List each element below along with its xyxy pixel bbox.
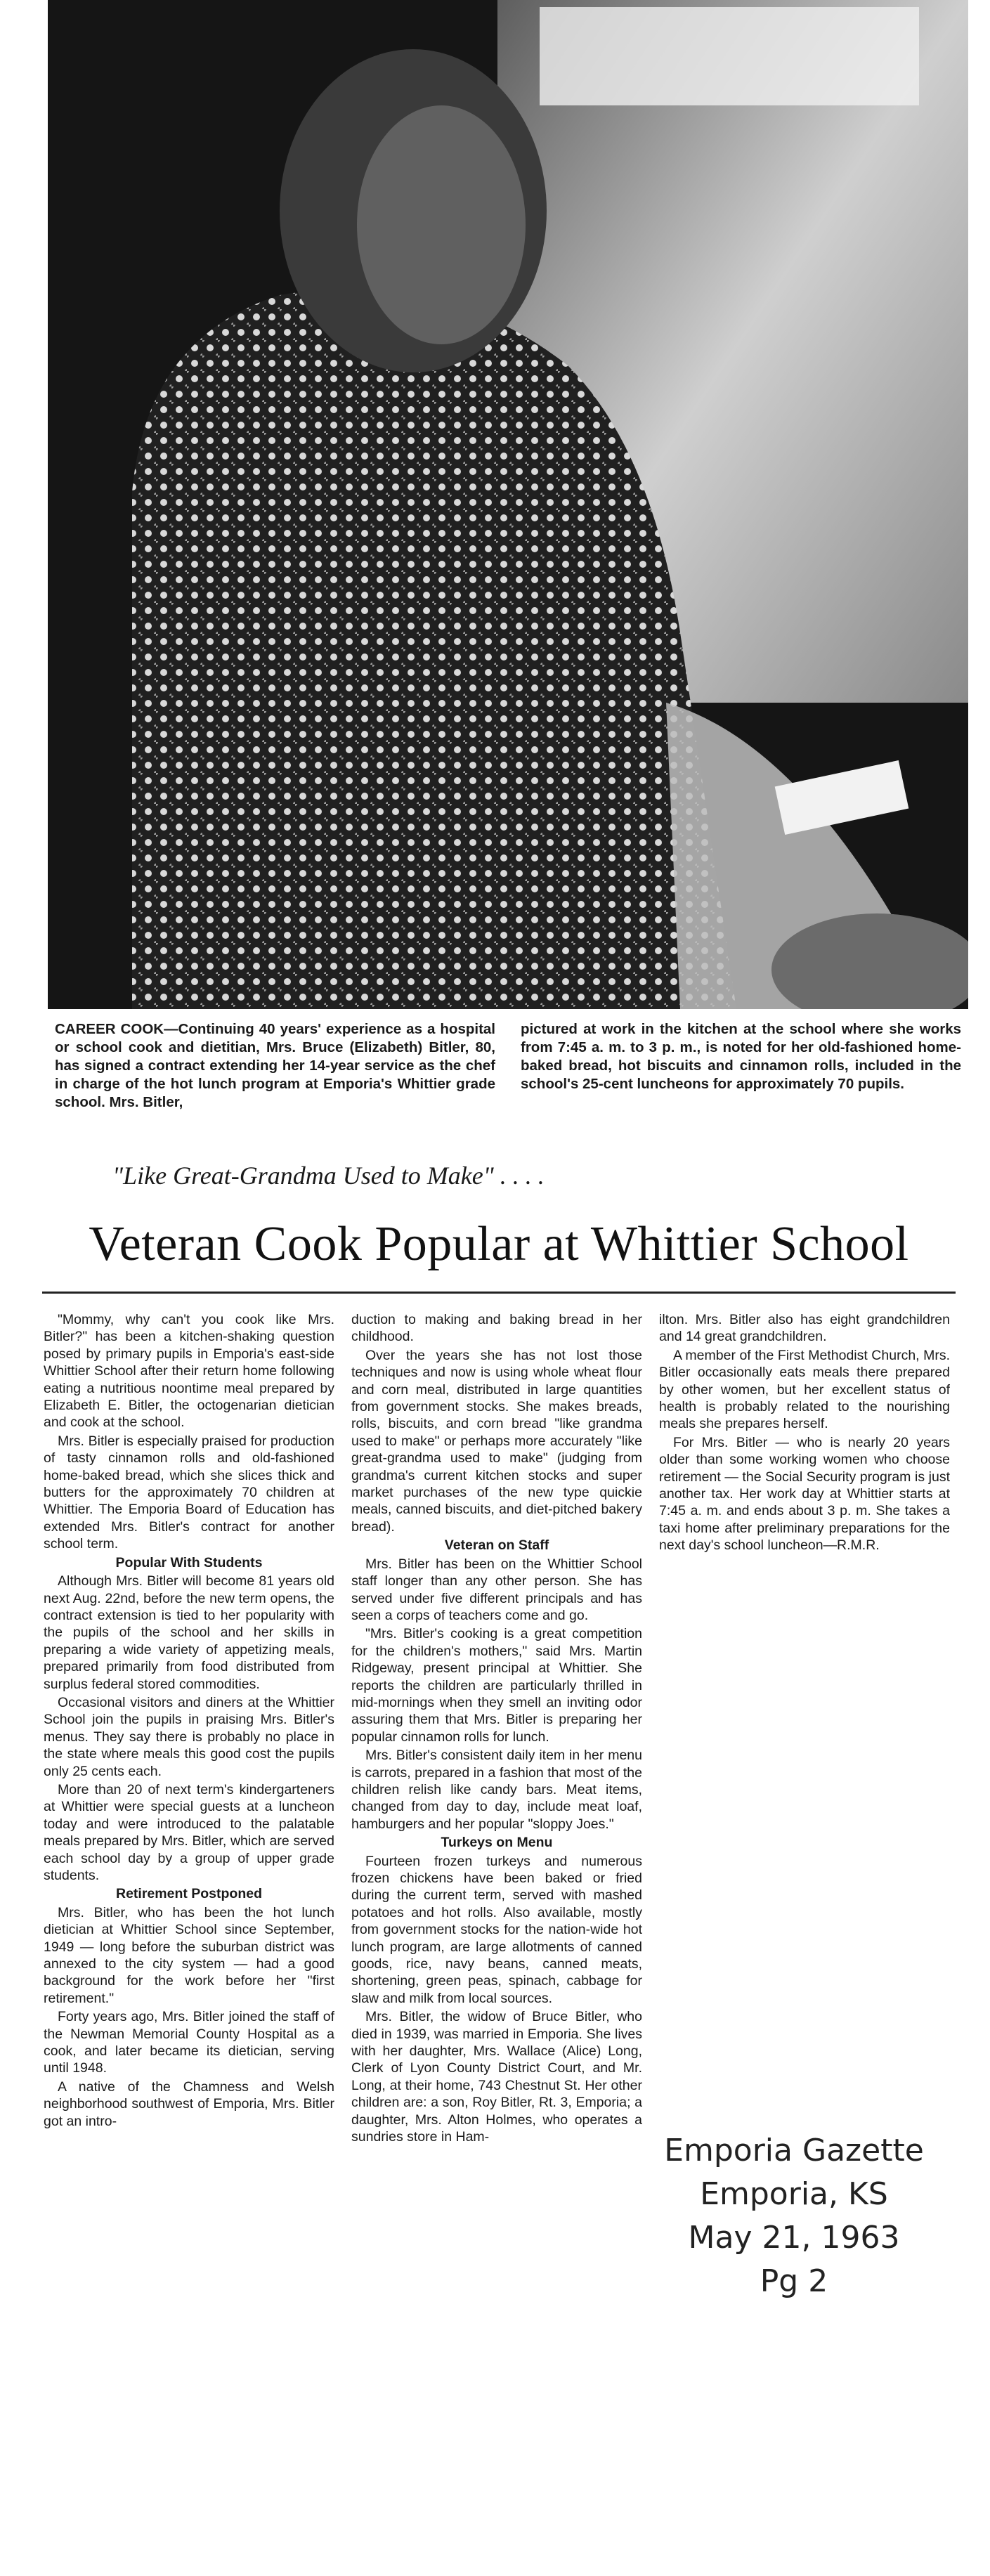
article-body xyxy=(44,1311,957,2569)
paragraph: Mrs. Bitler, who has been the hot lunch dietician at Whittier School since September, 1949 — long before the suburban district was annexed to the city system — had a good background for the work before her "first retirement." xyxy=(44,1904,334,2006)
column-1 xyxy=(44,1311,334,2569)
source-page: Pg 2 xyxy=(760,2263,828,2299)
subheading: Retirement Postponed xyxy=(115,1886,263,1902)
paragraph: ilton. Mrs. Bitler also has eight grandchildren and 14 great grandchildren. xyxy=(659,1312,950,1345)
subheading: Veteran on Staff xyxy=(444,1537,549,1554)
paragraph: Occasional visitors and diners at the Whittier School join the pupils in praising Mrs. Bitler's menus. They say there is probably no place in the state where meals this good cost the pupils only 25 cents each. xyxy=(44,1694,334,1779)
article-photo xyxy=(48,0,968,1009)
source-publication: Emporia Gazette xyxy=(664,2133,924,2168)
paragraph: Fourteen frozen turkeys and numerous frozen chickens have been baked or fried during the current term, served with mashed potatoes and hot rolls. Also available, mostly from government stocks for the nation-wide hot lunch program, are large allotments of canned goods, rice, navy beans, canned meats, shortening, green peas, spinach, cabbage for slaw and milk from local sources. xyxy=(351,1853,642,2006)
kicker-line: "Like Great-Grandma Used to Make" . . . . xyxy=(112,1162,545,1190)
photo-illustration xyxy=(48,0,968,1009)
subheading: Popular With Students xyxy=(115,1554,263,1570)
paragraph: "Mrs. Bitler's cooking is a great competition for the children's mothers," said Mrs. Martin Ridgeway, present principal at Whittier. She reports the children are particularly thrilled in mid-mornings when they smell an inviting odor assuring them that Mrs. Bitler is preparing her popular cinnamon rolls for lunch. xyxy=(351,1626,642,1745)
paragraph: More than 20 of next term's kindergarteners at Whittier were special guests at a luncheon today and were introduced to the palatable meals prepared by Mrs. Bitler, which are served each school day by a group of upper grade students. xyxy=(44,1781,334,1883)
paragraph: Mrs. Bitler is especially praised for production of tasty cinnamon rolls and old-fashioned home-baked bread, which she slices thick and butters for the approximately 70 children at Whittier. The Emporia Board of Education has extended Mrs. Bitler's contract for another school term. xyxy=(44,1433,334,1552)
headline: Veteran Cook Popular at Whittier School xyxy=(89,1217,909,1271)
paragraph: duction to making and baking bread in her childhood. xyxy=(351,1312,642,1345)
headline-rule xyxy=(42,1292,956,1294)
paragraph: Although Mrs. Bitler will become 81 years old next Aug. 22nd, before the new term opens, the contract extension is tied to her popularity with the pupils of the school and her skills in preparing a wide variety of appetizing meals, prepared primarily from food distributed from surplus federal stored commodities. xyxy=(44,1573,334,1692)
column-2 xyxy=(351,1311,642,2569)
paragraph: A member of the First Methodist Church, Mrs. Bitler occasionally eats meals there prepared by other women, but her excellent status of health is probably related to the nourishing meals she prepares herself. xyxy=(659,1347,950,1432)
paragraph: Forty years ago, Mrs. Bitler joined the staff of the Newman Memorial County Hospital as a cook, and later became its dietician, serving until 1948. xyxy=(44,2009,334,2076)
source-annotation xyxy=(660,2129,927,2303)
column-3 xyxy=(659,1311,950,2569)
paragraph: Mrs. Bitler, the widow of Bruce Bitler, who died in 1939, was married in Emporia. She lives with her daughter, Mrs. Wallace (Alice) Long, Clerk of Lyon County District Court, and Mr. Long, at their home, 743 Chestnut St. Her other children are: a son, Roy Bitler, Rt. 3, Emporia; a daughter, Mrs. Alton Holmes, who operates a sundries store in Ham- xyxy=(351,2009,642,2145)
paragraph: Mrs. Bitler has been on the Whittier School staff longer than any other person. She has served under five different principals and has seen a corps of teachers come and go. xyxy=(351,1556,642,1623)
caption-right: pictured at work in the kitchen at the school where she works from 7:45 a. m. to 3 p. m., is noted for her old-fashioned home-baked bread, hot biscuits and cinnamon rolls, included in the school's 25-cent luncheons for approximately 70 pupils. xyxy=(521,1021,961,1092)
paragraph: Over the years she has not lost those techniques and now is using whole wheat flour and corn meal, distributed in large quantities from government stocks. She makes breads, rolls, biscuits, and corn bread "like grandma used to make" or perhaps more accurately "like great-grandma used to make" (judging from grandma's current kitchen stocks and super market purchases of the new type quickie meals, canned biscuits, and diet-pitched bakery bread). xyxy=(351,1347,642,1535)
source-location: Emporia, KS xyxy=(700,2176,888,2212)
paragraph: For Mrs. Bitler — who is nearly 20 years older than some working women who choose retirement — the Social Security program is just another tax. Her work day at Whittier starts at 7:45 a. m. and ends about 3 p. m. She takes a taxi home after preliminary preparations for the next day's school luncheon—R.M.R. xyxy=(659,1434,950,1554)
source-date: May 21, 1963 xyxy=(688,2220,900,2256)
paragraph: Mrs. Bitler's consistent daily item in her menu is carrots, prepared in a fashion that most of the children relish like candy bars. Meat items, changed from day to day, include meat loaf, hamburgers and her popular "sloppy Joes." xyxy=(351,1748,642,1832)
paragraph: "Mommy, why can't you cook like Mrs. Bitler?" has been a kitchen-shaking question posed by primary pupils in Emporia's east-side Whittier School after their return home following eating a nutritious noontime meal prepared by Elizabeth E. Bitler, the octogenarian dietician and cook at the school. xyxy=(44,1312,334,1431)
photo-caption xyxy=(55,1020,961,1143)
paragraph: A native of the Chamness and Welsh neighborhood southwest of Emporia, Mrs. Bitler got an intro- xyxy=(44,2079,334,2129)
subheading: Turkeys on Menu xyxy=(441,1835,553,1851)
caption-left: CAREER COOK—Continuing 40 years' experience as a hospital or school cook and dietitian, Mrs. Bruce (Elizabeth) Bitler, 80, has signed a contract extending her 14-year service as the chef in charge of the hot lunch program at Emporia's Whittier grade school. Mrs. Bitler, xyxy=(55,1021,495,1110)
